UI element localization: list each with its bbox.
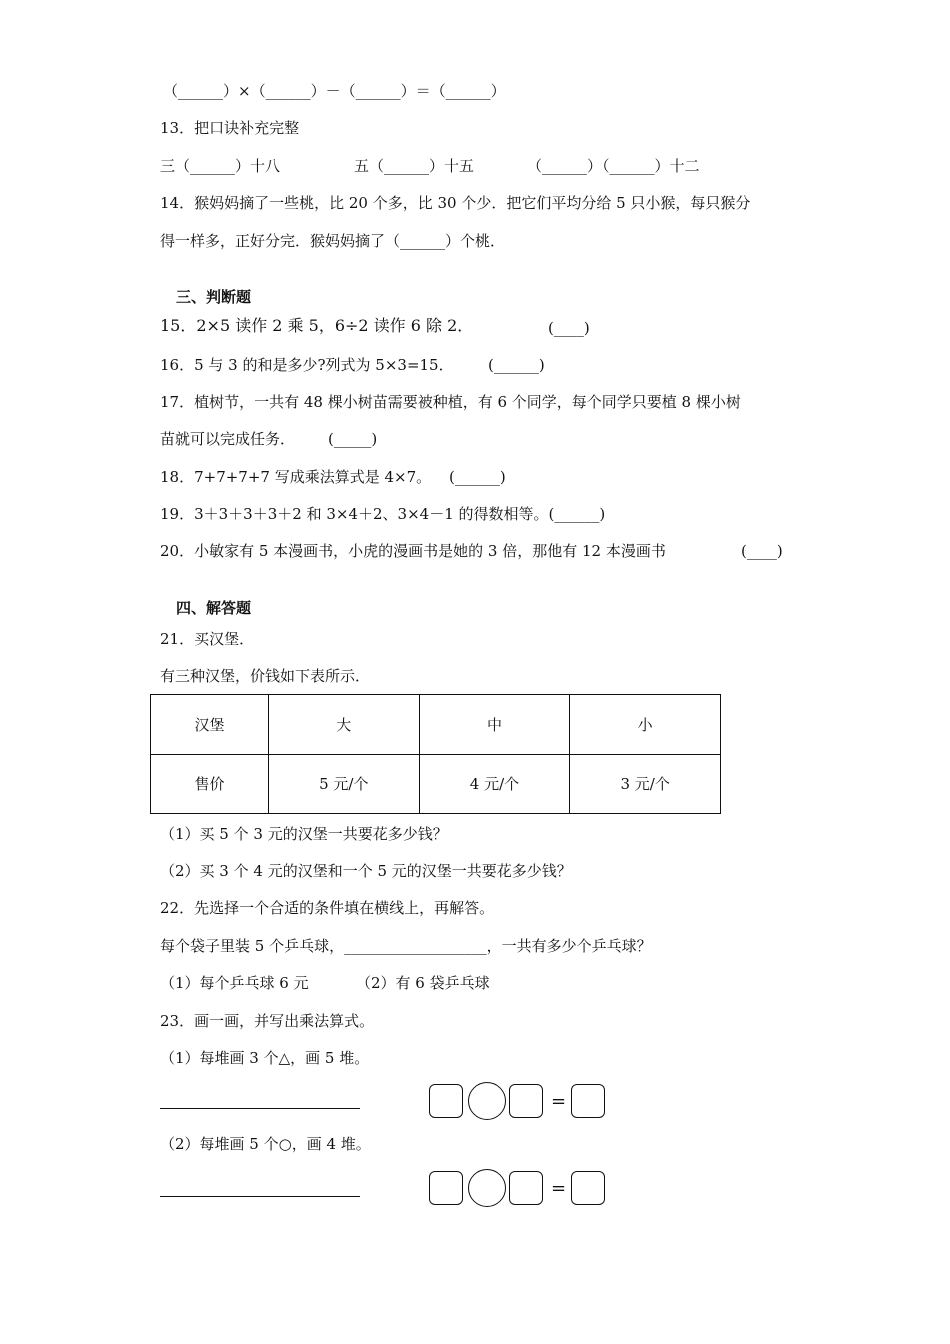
q23-sub-1: （1）每堆画 3 个△，画 5 堆。 bbox=[160, 1049, 370, 1067]
q23-sub-2: （2）每堆画 5 个○，画 4 堆。 bbox=[160, 1135, 371, 1153]
q15-text: 15．2×5 读作 2 乘 5，6÷2 读作 6 除 2． bbox=[160, 316, 474, 335]
q21-sub-1: （1）买 5 个 3 元的汉堡一共要花多少钱？ bbox=[160, 825, 448, 843]
answer-box[interactable] bbox=[571, 1084, 605, 1118]
q21-title: 21．买汉堡． bbox=[160, 630, 255, 648]
section-4-title: 四、解答题 bbox=[176, 599, 252, 617]
answer-box[interactable] bbox=[509, 1171, 543, 1205]
q20-answer-paren: (____) bbox=[741, 542, 783, 560]
q16-text: 16．5 与 3 的和是多少?列式为 5×3=15． bbox=[160, 356, 454, 374]
table-row bbox=[151, 754, 721, 814]
operator-circle[interactable] bbox=[468, 1082, 506, 1120]
table-cell: 小 bbox=[570, 695, 721, 755]
q17-line-1: 17．植树节，一共有 48 棵小树苗需要被种植，有 6 个同学，每个同学只要植 8 棵小树 bbox=[160, 393, 741, 411]
operator-circle[interactable] bbox=[468, 1169, 506, 1207]
q13-item-3: （______）（______）十二 bbox=[527, 157, 700, 175]
q14-line-2: 得一样多，正好分完．猴妈妈摘了（______）个桃． bbox=[160, 232, 506, 250]
q13-title: 13．把口诀补充完整 bbox=[160, 119, 300, 137]
answer-box[interactable] bbox=[571, 1171, 605, 1205]
q17-answer-paren: (_____) bbox=[328, 430, 378, 448]
q15-answer-paren: (____) bbox=[548, 319, 590, 337]
q21-intro: 有三种汉堡，价钱如下表所示． bbox=[160, 667, 371, 685]
table-cell: 大 bbox=[268, 695, 419, 755]
q16-answer-paren: (______) bbox=[488, 356, 545, 374]
q22-title: 22．先选择一个合适的条件填在横线上，再解答。 bbox=[160, 899, 495, 917]
q22-option-2: （2）有 6 袋乒乓球 bbox=[356, 974, 490, 992]
q17-line-2: 苗就可以完成任务． bbox=[160, 430, 296, 448]
q18-answer-paren: (______) bbox=[449, 468, 506, 486]
q18-text: 18．7+7+7+7 写成乘法算式是 4×7。 bbox=[160, 468, 432, 486]
table-row bbox=[151, 695, 721, 755]
table-cell: 5 元/个 bbox=[268, 754, 419, 814]
section-3-title: 三、判断题 bbox=[176, 288, 252, 306]
answer-box[interactable] bbox=[429, 1171, 463, 1205]
equals-sign: = bbox=[551, 1091, 567, 1112]
answer-box[interactable] bbox=[509, 1084, 543, 1118]
table-cell: 售价 bbox=[151, 754, 269, 814]
table-cell: 中 bbox=[419, 695, 570, 755]
q19-text: 19．3＋3＋3＋3＋2 和 3×4＋2、3×4－1 的得数相等。(______) bbox=[160, 505, 606, 523]
equals-sign: = bbox=[551, 1178, 567, 1199]
q22-option-1: （1）每个乒乓球 6 元 bbox=[160, 974, 309, 992]
table-cell: 汉堡 bbox=[151, 695, 269, 755]
price-table bbox=[150, 694, 721, 814]
q22-question: 每个袋子里装 5 个乒乓球，___________________，一共有多少个乒乓球？ bbox=[160, 937, 652, 955]
answer-box[interactable] bbox=[429, 1084, 463, 1118]
q23-title: 23．画一画，并写出乘法算式。 bbox=[160, 1012, 375, 1030]
answer-line bbox=[160, 1108, 360, 1109]
answer-line bbox=[160, 1196, 360, 1197]
q13-item-2: 五（______）十五 bbox=[354, 157, 475, 175]
q14-line-1: 14．猴妈妈摘了一些桃，比 20 个多，比 30 个少．把它们平均分给 5 只小猴，每只猴分 bbox=[160, 194, 751, 212]
table-cell: 3 元/个 bbox=[570, 754, 721, 814]
q12-blank-line: （______）×（______）－（______）＝（______） bbox=[163, 82, 506, 100]
q13-item-1: 三（______）十八 bbox=[160, 157, 281, 175]
q21-sub-2: （2）买 3 个 4 元的汉堡和一个 5 元的汉堡一共要花多少钱？ bbox=[160, 862, 572, 880]
q20-text: 20．小敏家有 5 本漫画书，小虎的漫画书是她的 3 倍，那他有 12 本漫画书 bbox=[160, 542, 666, 560]
table-cell: 4 元/个 bbox=[419, 754, 570, 814]
